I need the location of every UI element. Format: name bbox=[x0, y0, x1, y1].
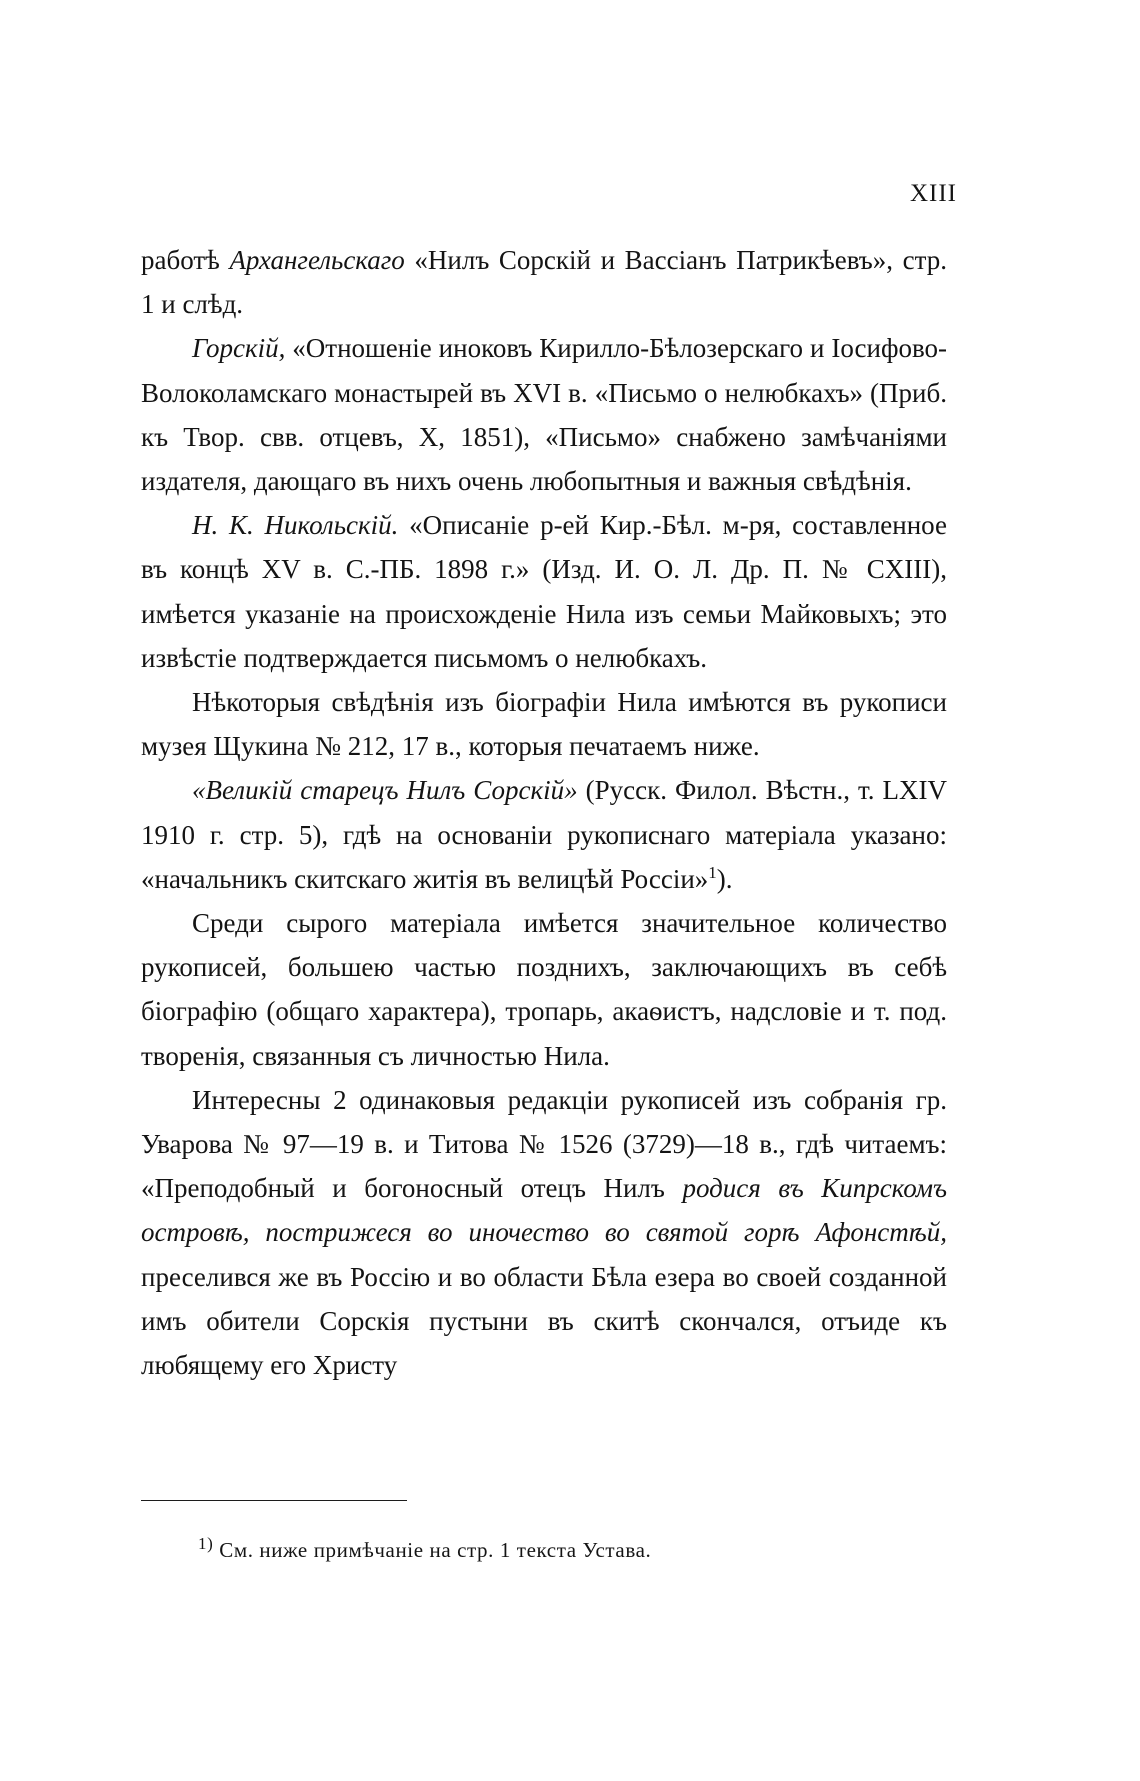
footnote-reference[interactable]: 1 bbox=[708, 862, 717, 882]
footnote-divider bbox=[141, 1500, 407, 1501]
footnote-marker: 1 bbox=[198, 1534, 208, 1553]
quoted-italic-passage: родися въ Кипрскомъ островѣ, пострижеся во иночество во святой горѣ Афонстѣй, bbox=[141, 1173, 948, 1248]
paragraph-gorsky: Горскій, «Отношеніе иноковъ Кирилло-Бѣлозерскаго и Іосифово-Волоколамскаго монастырей въ XVI в. «Письмо о нелюбкахъ» (Приб. къ Твор. свв. отцевъ, X, 1851), «Письмо» снабжено замѣчаніями издателя, дающаго въ нихъ очень любопытныя и важныя свѣдѣнія. bbox=[141, 333, 947, 497]
paragraph-raw-material: Среди сырого матеріала имѣется значительное количество рукописей, большею частью позднихъ, заключающихъ въ себѣ біографію (общаго характера), тропарь, акаѳистъ, надсловіе и т. под. творенія, связанныя съ личностью Нила. bbox=[141, 908, 947, 1071]
paragraph-uvarov-titov: Интересны 2 одинаковыя редакціи рукописей изъ собранія гр. Уварова № 97—19 в. и Титова № 1526 (3729)—18 в., гдѣ читаемъ: «Преподобный и богоносный отецъ Нилъ родися въ Кипрскомъ островѣ, пострижеся во иночество во святой горѣ Афонстѣй, преселився же въ Россію и во области Бѣла езера во своей созданной имъ обители Сорскія пустыни въ скитѣ скончался, отъиде къ любящему его Христу bbox=[141, 1084, 948, 1381]
paragraph-arkhangelsky: работѣ Архангельскаго «Нилъ Сорскій и Вассіанъ Патрикѣевъ», стр. 1 и слѣд. bbox=[141, 245, 947, 320]
author-arkhangelsky: Архангельскаго bbox=[229, 245, 405, 275]
footnote: $^{1)}$ См. ниже примѣчаніе на стр. 1 текста Устава. bbox=[198, 1534, 652, 1562]
footnote-text: См. ниже примѣчаніе на стр. 1 текста Устава. bbox=[213, 1538, 652, 1562]
author-gorsky: Горскій, bbox=[192, 333, 286, 364]
paragraph-shchukin-manuscript: Нѣкоторыя свѣдѣнія изъ біографіи Нила имѣются въ рукописи музея Щукина № 212, 17 в., которыя печатаемъ ниже. bbox=[141, 687, 947, 762]
paragraph-nikolsky: Н. К. Никольскій. «Описаніе р-ей Кир.-Бѣл. м-ря, составленное въ концѣ XV в. С.-ПБ. 1898 г.» (Изд. И. О. Л. Др. П. № CXIII), имѣется указаніе на происхожденіе Нила изъ семьи Майковыхъ; это извѣстіе подтверждается письмомъ о нелюбкахъ. bbox=[141, 510, 948, 673]
article-title: «Великій старецъ Нилъ Сорскій» bbox=[192, 775, 578, 806]
main-text bbox=[141, 238, 947, 1387]
page-number: XIII bbox=[909, 180, 957, 207]
author-nikolsky: Н. К. Никольскій. bbox=[192, 510, 399, 541]
paragraph-great-elder: «Великій старецъ Нилъ Сорскій» (Русск. Филол. Вѣстн., т. LXIV 1910 г. стр. 5), гдѣ на основаніи рукописнаго матеріала указано: «начальникъ скитскаго житія въ велицѣй Россіи»$^1$). bbox=[141, 775, 947, 894]
